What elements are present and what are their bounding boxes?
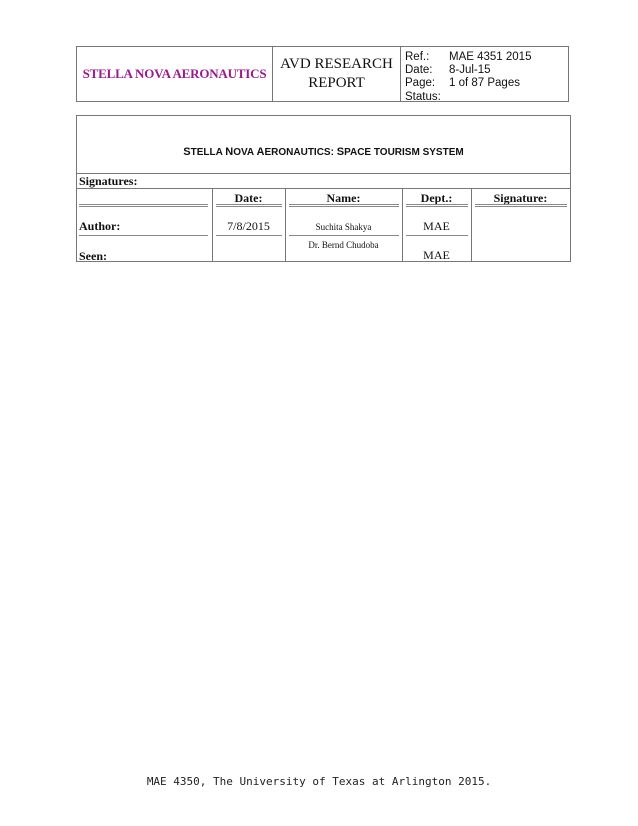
title-cap: S bbox=[183, 146, 191, 158]
title-part: OVA bbox=[233, 147, 257, 158]
title-part: ERONAUTICS: bbox=[264, 147, 337, 158]
title-part: TELLA bbox=[190, 147, 226, 158]
divider bbox=[79, 235, 208, 236]
document-title bbox=[77, 146, 570, 158]
column-header-date: Date: bbox=[234, 191, 263, 205]
meta-status bbox=[405, 91, 568, 104]
report-type bbox=[273, 47, 401, 101]
meta-value: 8-Jul-15 bbox=[449, 64, 491, 77]
author-dept: MAE bbox=[423, 219, 450, 233]
document-header bbox=[76, 46, 569, 102]
column-header-dept: Dept.: bbox=[420, 191, 453, 205]
meta-date bbox=[405, 64, 568, 77]
divider bbox=[77, 188, 570, 189]
report-type-line1: AVD RESEARCH bbox=[280, 56, 393, 72]
report-type-line2: REPORT bbox=[308, 75, 365, 91]
meta-key: Status: bbox=[405, 90, 441, 103]
author-label: Author: bbox=[79, 219, 121, 233]
divider bbox=[289, 204, 399, 207]
meta-page bbox=[405, 77, 568, 90]
divider bbox=[77, 173, 570, 174]
author-date: 7/8/2015 bbox=[227, 219, 270, 233]
title-cap: A bbox=[256, 146, 265, 158]
seen-label: Seen: bbox=[79, 249, 107, 263]
signatures-label: Signatures: bbox=[79, 174, 138, 188]
divider bbox=[406, 204, 468, 207]
title-cap: S bbox=[336, 146, 345, 158]
seen-dept: MAE bbox=[423, 248, 450, 262]
meta-value: MAE 4351 2015 bbox=[449, 51, 532, 63]
column-header-name: Name: bbox=[326, 191, 361, 205]
divider bbox=[216, 204, 282, 207]
page-footer: MAE 4350, The University of Texas at Arlington 2015. bbox=[146, 775, 492, 788]
meta-value: 1 of 87 Pages bbox=[449, 77, 520, 90]
divider bbox=[216, 235, 282, 236]
document-meta bbox=[401, 47, 568, 101]
divider bbox=[79, 204, 208, 207]
meta-key: Page: bbox=[405, 77, 436, 90]
seen-name: Dr. Bernd Chudoba bbox=[308, 240, 379, 250]
author-name: Suchita Shakya bbox=[315, 222, 372, 232]
title-signature-box bbox=[76, 115, 571, 262]
divider bbox=[406, 235, 468, 236]
title-cap: N bbox=[225, 146, 234, 158]
title-part: PACE TOURISM SYSTEM bbox=[344, 147, 464, 158]
company-name: STELLA NOVA AERONAUTICS bbox=[77, 47, 273, 101]
divider bbox=[289, 235, 399, 236]
meta-key: Date: bbox=[405, 64, 433, 77]
meta-key: Ref.: bbox=[405, 51, 430, 63]
meta-ref bbox=[405, 51, 568, 64]
divider bbox=[475, 204, 567, 207]
column-header-signature: Signature: bbox=[493, 191, 548, 205]
